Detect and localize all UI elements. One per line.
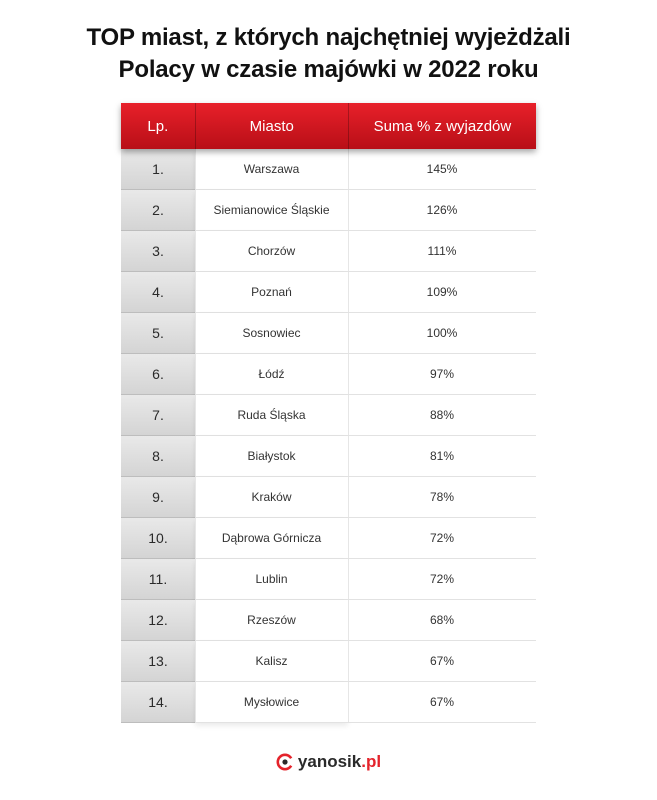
row-rank: 14.: [121, 682, 195, 723]
row-value: 68%: [348, 600, 536, 641]
row-city: Kraków: [195, 477, 348, 518]
row-rank: 13.: [121, 641, 195, 682]
row-city: Chorzów: [195, 231, 348, 272]
header-lp: Lp.: [147, 117, 169, 135]
table-header: [121, 103, 536, 149]
table-row: [121, 436, 536, 477]
row-city: Siemianowice Śląskie: [195, 190, 348, 231]
row-city: Białystok: [195, 436, 348, 477]
ranking-table: [121, 103, 536, 723]
row-rank: 7.: [121, 395, 195, 436]
page-title: [0, 22, 657, 86]
row-city: Rzeszów: [195, 600, 348, 641]
row-rank: 11.: [121, 559, 195, 600]
table-row: [121, 518, 536, 559]
row-city: Łódź: [195, 354, 348, 395]
table-row: [121, 477, 536, 518]
header-value: Suma % z wyjazdów: [348, 103, 536, 149]
title-line-2: Polacy w czasie majówki w 2022 roku: [118, 56, 539, 83]
table-row: [121, 641, 536, 682]
table-row: [121, 395, 536, 436]
row-value: 109%: [348, 272, 536, 313]
row-value: 97%: [348, 354, 536, 395]
row-rank: 10.: [121, 518, 195, 559]
row-rank: 9.: [121, 477, 195, 518]
header-city: Miasto: [195, 103, 348, 149]
yanosik-logo-icon: [276, 753, 294, 771]
row-city: Lublin: [195, 559, 348, 600]
row-rank: 4.: [121, 272, 195, 313]
row-value: 67%: [348, 641, 536, 682]
row-value: 126%: [348, 190, 536, 231]
row-city: Poznań: [195, 272, 348, 313]
logo-wordmark: [298, 752, 381, 772]
table-row: [121, 313, 536, 354]
row-value: 145%: [348, 149, 536, 190]
row-rank: 12.: [121, 600, 195, 641]
row-rank: 3.: [121, 231, 195, 272]
row-rank: 8.: [121, 436, 195, 477]
row-value: 72%: [348, 518, 536, 559]
table-row: [121, 231, 536, 272]
table-row: [121, 682, 536, 723]
row-value: 72%: [348, 559, 536, 600]
table-row: [121, 272, 536, 313]
yanosik-logo: [0, 752, 657, 772]
row-value: 78%: [348, 477, 536, 518]
row-city: Mysłowice: [195, 682, 348, 723]
table-row: [121, 600, 536, 641]
table-body: [121, 149, 536, 723]
table-row: [121, 559, 536, 600]
row-value: 111%: [348, 231, 536, 272]
title-line-1: TOP miast, z których najchętniej wyjeżdżali: [86, 24, 571, 51]
row-city: Dąbrowa Górnicza: [195, 518, 348, 559]
logo-name: yanosik: [297, 752, 362, 771]
row-value: 100%: [348, 313, 536, 354]
table-row: [121, 354, 536, 395]
row-value: 88%: [348, 395, 536, 436]
row-city: Kalisz: [195, 641, 348, 682]
row-city: Sosnowiec: [195, 313, 348, 354]
table-row: [121, 149, 536, 190]
row-rank: 1.: [121, 149, 195, 190]
logo-tld: .pl: [361, 752, 382, 771]
row-city: Ruda Śląska: [195, 395, 348, 436]
row-value: 67%: [348, 682, 536, 723]
row-city: Warszawa: [195, 149, 348, 190]
row-rank: 6.: [121, 354, 195, 395]
row-rank: 2.: [121, 190, 195, 231]
row-rank: 5.: [121, 313, 195, 354]
table-row: [121, 190, 536, 231]
row-value: 81%: [348, 436, 536, 477]
